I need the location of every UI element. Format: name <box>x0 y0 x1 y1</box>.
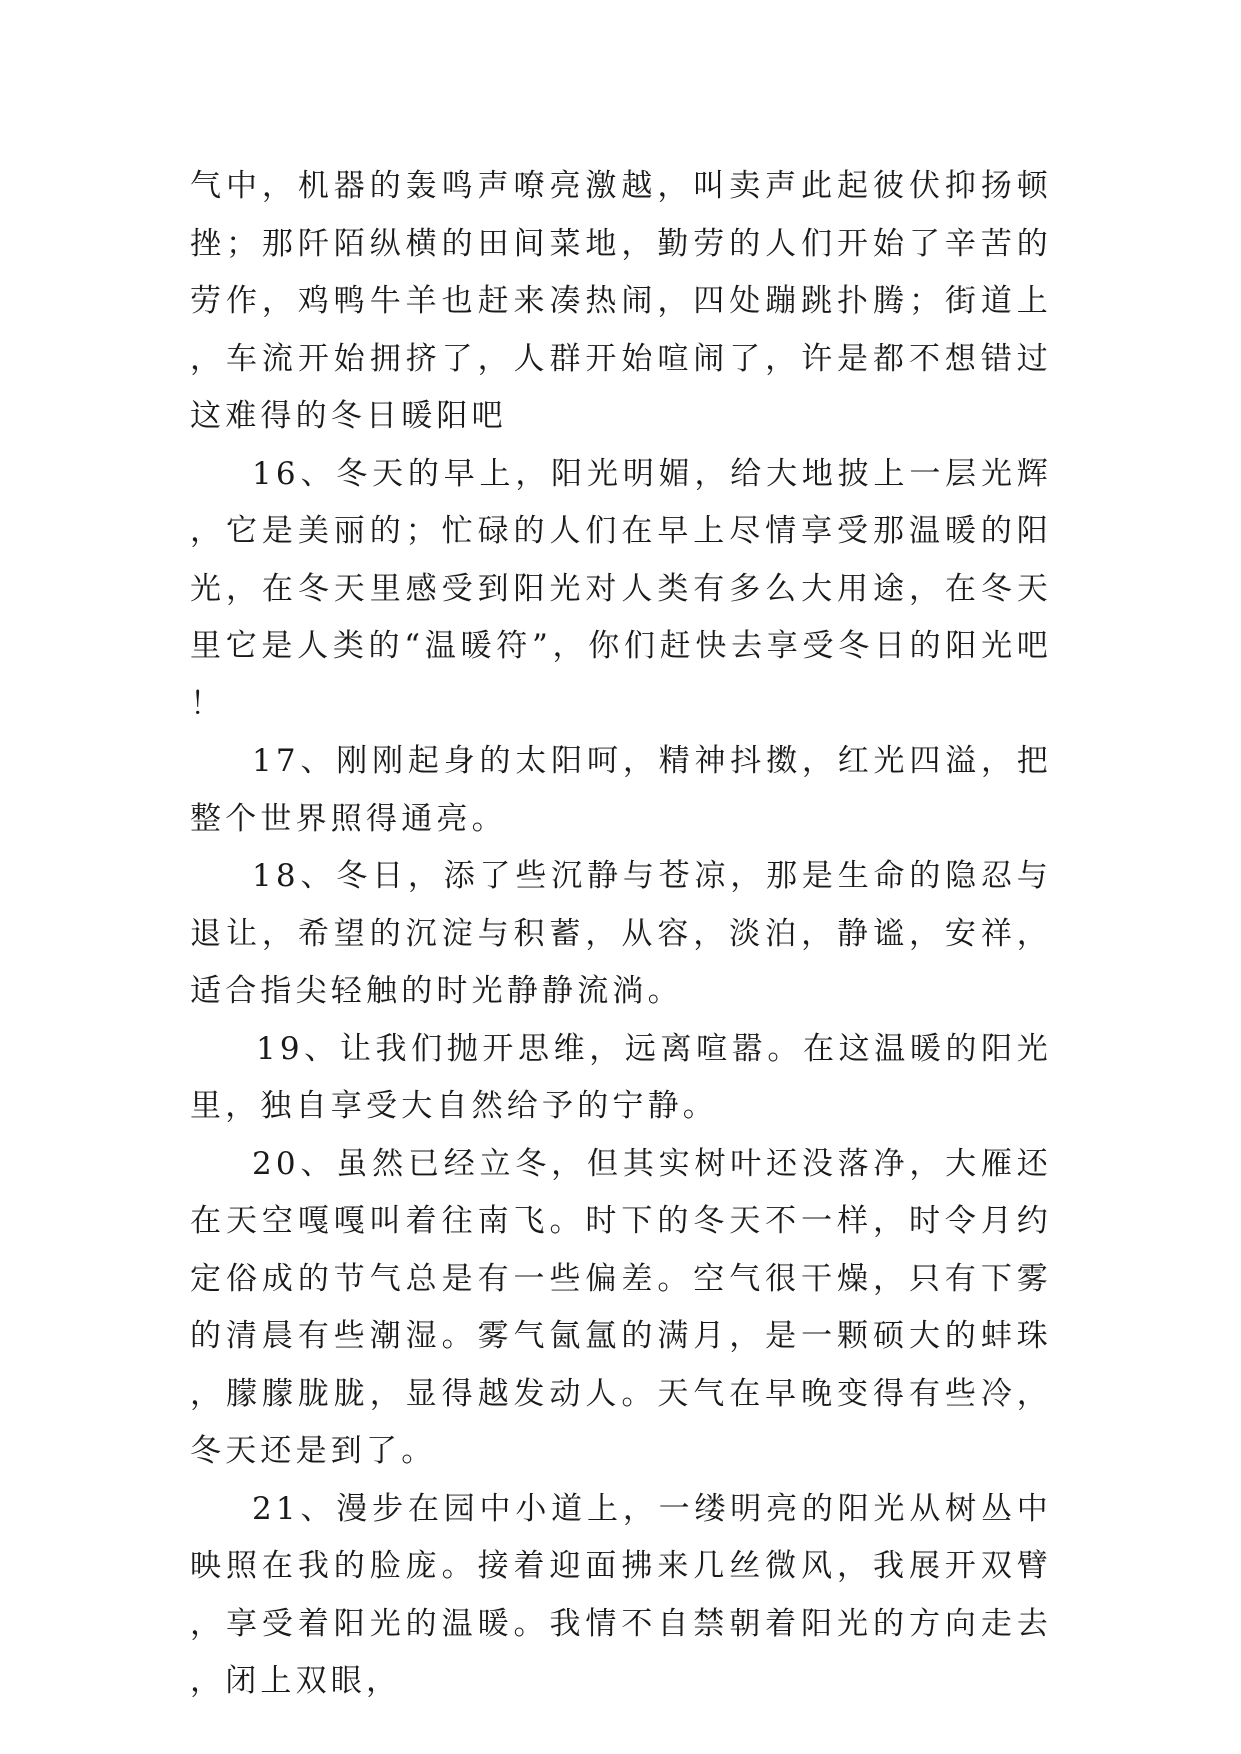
paragraph-18: 18、冬日，添了些沉静与苍凉，那是生命的隐忍与退让，希望的沉淀与积蓄，从容，淡泊，静谧，安祥，适合指尖轻触的时光静静流淌。 <box>190 858 1052 1009</box>
paragraph-21: 21、漫步在园中小道上，一缕明亮的阳光从树丛中映照在我的脸庞。接着迎面拂来几丝微风，我展开双臂，享受着阳光的温暖。我情不自禁朝着阳光的方向走去，闭上双眼， <box>190 1490 1052 1699</box>
paragraph-17: 17、刚刚起身的太阳呵，精神抖擞，红光四溢，把整个世界照得通亮。 <box>190 743 1052 837</box>
paragraph-20: 20、虽然已经立冬，但其实树叶还没落净，大雁还在天空嘎嘎叫着往南飞。时下的冬天不一样，时令月约定俗成的节气总是有一些偏差。空气很干燥，只有下雾的清晨有些潮湿。雾气氤氲的满月，是一颗硕大的蚌珠，朦朦胧胧，显得越发动人。天气在早晚变得有些冷，冬天还是到了。 <box>190 1145 1052 1469</box>
paragraph-19: 19、让我们抛开思维，远离喧嚣。在这温暖的阳光里，独自享受大自然给予的宁静。 <box>190 1030 1052 1124</box>
paragraph-16: 16、冬天的早上，阳光明媚，给大地披上一层光辉，它是美丽的；忙碌的人们在早上尽情享受那温暖的阳光，在冬天里感受到阳光对人类有多么大用途，在冬天里它是人类的“温暖符”，你们赶快去享受冬日的阳光吧！ <box>190 455 1052 722</box>
document-page <box>190 158 1052 1711</box>
paragraph-continuation: 气中，机器的轰鸣声嘹亮激越，叫卖声此起彼伏抑扬顿挫；那阡陌纵横的田间菜地，勤劳的人们开始了辛苦的劳作，鸡鸭牛羊也赶来凑热闹，四处蹦跳扑腾；街道上，车流开始拥挤了，人群开始喧闹了，许是都不想错过这难得的冬日暖阳吧 <box>190 168 1052 434</box>
